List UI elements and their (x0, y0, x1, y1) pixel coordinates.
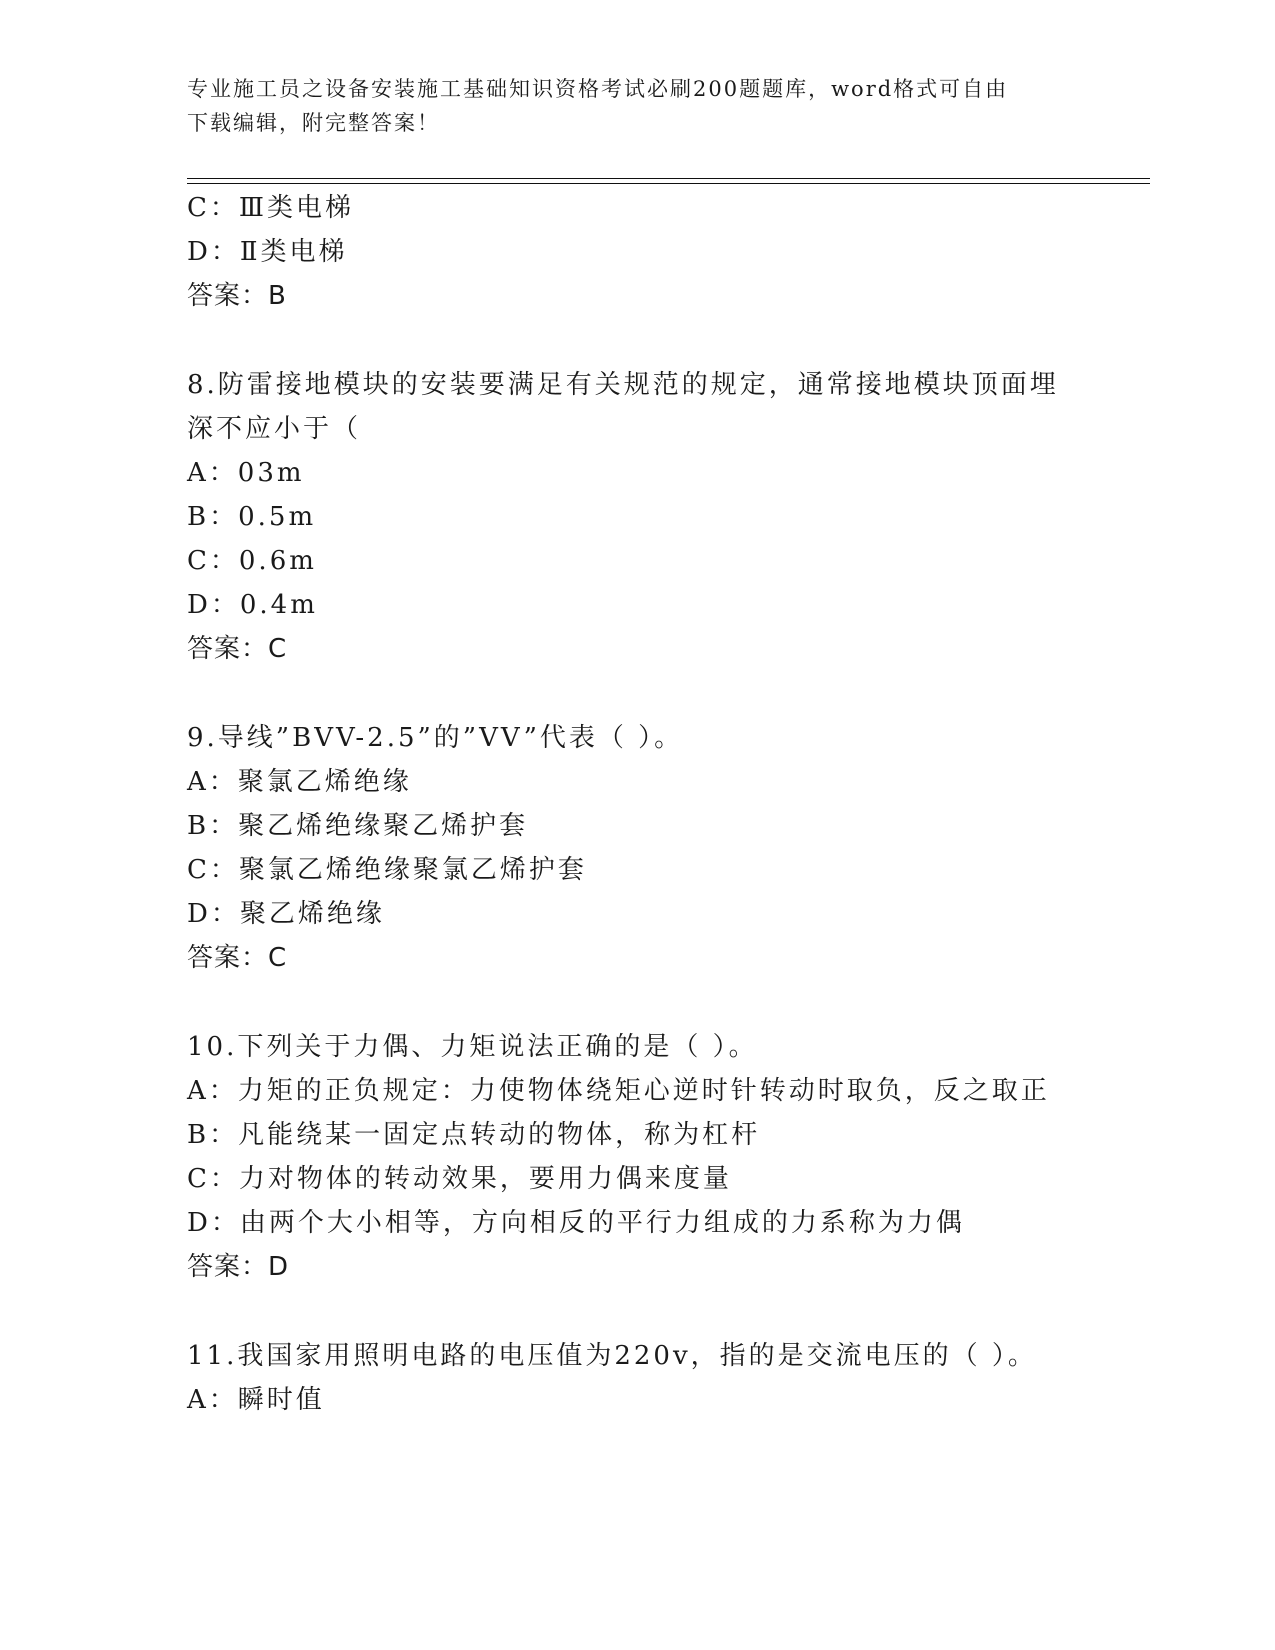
q11-option-a: A：瞬时值 (187, 1385, 325, 1415)
q9-option-b: B：聚乙烯绝缘聚乙烯护套 (187, 811, 529, 841)
header-title-line1: 专业施工员之设备安装施工基础知识资格考试必刷200题题库，word格式可自由 (187, 77, 1009, 101)
q10-option-c: C：力对物体的转动效果，要用力偶来度量 (187, 1164, 732, 1194)
q7-option-d: D：Ⅱ类电梯 (187, 237, 348, 267)
q8-option-a: A：03m (187, 458, 305, 488)
q8-option-b: B：0.5m (187, 502, 317, 532)
header-divider-bottom (187, 183, 1150, 184)
header-title-line2: 下载编辑，附完整答案！ (187, 111, 440, 135)
q11-stem: 11.我国家用照明电路的电压值为220v，指的是交流电压的（ ）。 (187, 1341, 1037, 1371)
q9-option-a: A：聚氯乙烯绝缘 (187, 767, 412, 797)
q9-option-c: C：聚氯乙烯绝缘聚氯乙烯护套 (187, 855, 587, 885)
q9-stem: 9.导线”BVV-2.5”的”VV”代表（ ）。 (187, 723, 684, 753)
page-header (187, 72, 1077, 140)
q8-option-c: C：0.6m (187, 546, 317, 576)
q9-answer: 答案：C (187, 943, 288, 973)
q8-answer: 答案：C (187, 634, 288, 664)
q10-stem: 10.下列关于力偶、力矩说法正确的是（ ）。 (187, 1032, 758, 1062)
q8-stem-line1: 8.防雷接地模块的安装要满足有关规范的规定，通常接地模块顶面埋 (187, 370, 1059, 400)
q10-option-a: A：力矩的正负规定：力使物体绕矩心逆时针转动时取负，反之取正 (187, 1076, 1050, 1106)
q8-stem-line2: 深不应小于（ (187, 414, 362, 444)
q8-option-d: D：0.4m (187, 590, 318, 620)
header-divider-top (187, 178, 1150, 179)
q10-option-d: D：由两个大小相等，方向相反的平行力组成的力系称为力偶 (187, 1208, 965, 1238)
q9-option-d: D：聚乙烯绝缘 (187, 899, 385, 929)
q10-answer: 答案：D (187, 1252, 290, 1282)
q7-answer: 答案：B (187, 281, 287, 311)
q10-option-b: B：凡能绕某一固定点转动的物体，称为杠杆 (187, 1120, 761, 1150)
q7-option-c: C：Ⅲ类电梯 (187, 193, 354, 223)
